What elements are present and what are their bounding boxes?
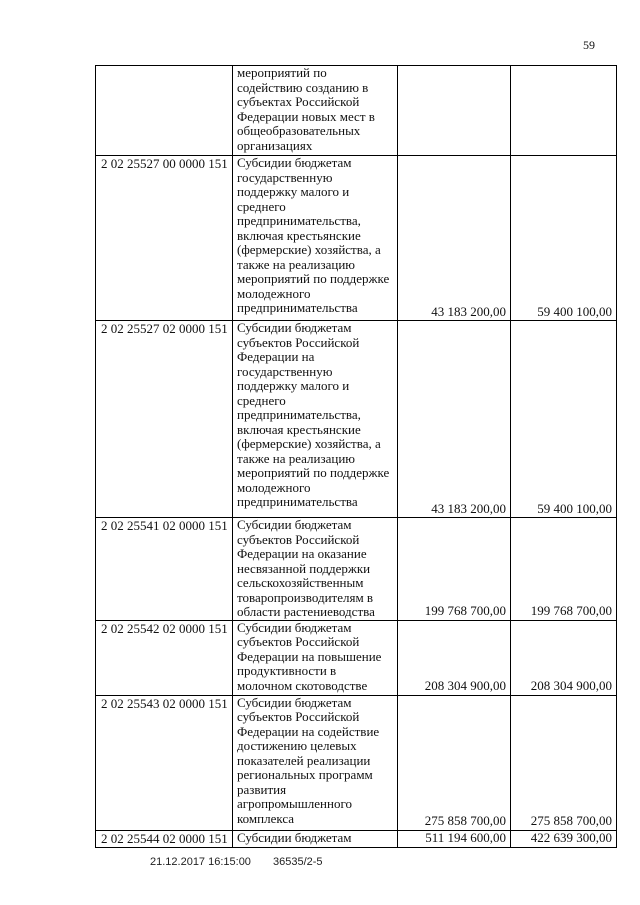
value-cell-1: 43 183 200,00 [398,321,511,518]
description-line: организациях [237,137,313,153]
description-line: субъектов Российской [237,531,360,547]
value-cell-1: 43 183 200,00 [398,156,511,321]
description-line: области растениеводства [237,604,375,619]
footer-doc-id: 36535/2-5 [273,856,323,868]
description-line: поддержку малого и [237,184,350,199]
description-line: содействию созданию в [237,79,369,95]
row-description [233,830,398,847]
description-line: Субсидии бюджетам [237,517,352,532]
description-line: сельскохозяйственным [237,575,364,590]
description-line: среднего [237,198,286,214]
description-line: Субсидии бюджетам [237,695,352,710]
table-row [96,156,617,321]
row-description [233,620,398,695]
description-line: субъектов Российской [237,334,360,350]
row-code: 2 02 25543 02 0000 151 [96,695,233,830]
description-line: также на реализацию [237,256,356,272]
description-line: продуктивности в [237,663,337,678]
value-cell-2: 422 639 300,00 [511,830,617,847]
description-line: достижению целевых [237,738,357,753]
description-line: среднего [237,392,286,408]
value-cell-2 [511,66,617,156]
value-cell-2: 59 400 100,00 [511,156,617,321]
row-description [233,321,398,518]
description-line: также на реализацию [237,450,356,466]
description-line: региональных программ [237,767,373,782]
description-line: Федерации на содействие [237,723,380,739]
row-description [233,156,398,321]
description-line: поддержку малого и [237,378,350,393]
value-cell-1: 208 304 900,00 [398,620,511,695]
footer-timestamp: 21.12.2017 16:15:00 [150,856,251,868]
row-code: 2 02 25542 02 0000 151 [96,620,233,695]
row-code: 2 02 25527 00 0000 151 [96,156,233,321]
description-line: Федерации новых мест в [237,108,375,124]
description-line: государственную [237,363,333,379]
value-cell-1: 511 194 600,00 [398,830,511,847]
row-code [96,66,233,156]
description-line: молодежного [237,285,311,301]
description-line: мероприятий по поддержке [237,465,390,480]
description-line: Субсидии бюджетам [237,320,352,335]
description-line: Субсидии бюджетам [237,155,352,170]
description-line: показателей реализации [237,752,371,768]
description-line: предпринимательства, [237,213,361,228]
value-cell-2: 208 304 900,00 [511,620,617,695]
budget-table [95,65,617,848]
value-cell-2: 199 768 700,00 [511,518,617,621]
description-line: мероприятий по [237,65,327,80]
description-line: общеобразовательных [237,123,361,138]
description-line: Субсидии бюджетам [237,620,352,635]
description-line: молочном скотоводстве [237,677,368,693]
table-row [96,66,617,156]
description-line: Федерации на повышение [237,648,382,664]
value-cell-1: 199 768 700,00 [398,518,511,621]
row-code: 2 02 25541 02 0000 151 [96,518,233,621]
description-line: несвязанной поддержки [237,560,371,576]
description-line: молодежного [237,479,311,495]
row-code: 2 02 25527 02 0000 151 [96,321,233,518]
table-row [96,321,617,518]
value-cell-1: 275 858 700,00 [398,695,511,830]
description-line: субъектов Российской [237,709,360,724]
row-description [233,66,398,156]
table-row [96,695,617,830]
row-description [233,518,398,621]
table-row [96,830,617,847]
description-line: предпринимательства [237,300,358,315]
description-line: субъектах Российской [237,94,360,109]
table-row [96,620,617,695]
table-row [96,518,617,621]
description-line: агропромышленного [237,796,352,811]
description-line: мероприятий по поддержке [237,271,390,286]
description-line: Федерации на [237,349,315,364]
description-line: Федерации на оказание [237,546,367,561]
value-cell-2: 275 858 700,00 [511,695,617,830]
value-cell-1 [398,66,511,156]
description-line: включая крестьянские [237,421,361,437]
description-line: включая крестьянские [237,227,361,243]
page-number: 59 [583,38,595,52]
description-line: (фермерские) хозяйства, а [237,242,381,257]
description-line: государственную [237,169,333,185]
description-line: развития [237,781,287,797]
description-line: Субсидии бюджетам [237,830,352,845]
row-description [233,695,398,830]
row-code: 2 02 25544 02 0000 151 [96,830,233,847]
description-line: предпринимательства [237,494,358,509]
description-line: комплекса [237,810,295,826]
description-line: предпринимательства, [237,407,361,422]
description-line: субъектов Российской [237,634,360,649]
description-line: (фермерские) хозяйства, а [237,436,381,451]
description-line: товаропроизводителям в [237,589,374,605]
value-cell-2: 59 400 100,00 [511,321,617,518]
